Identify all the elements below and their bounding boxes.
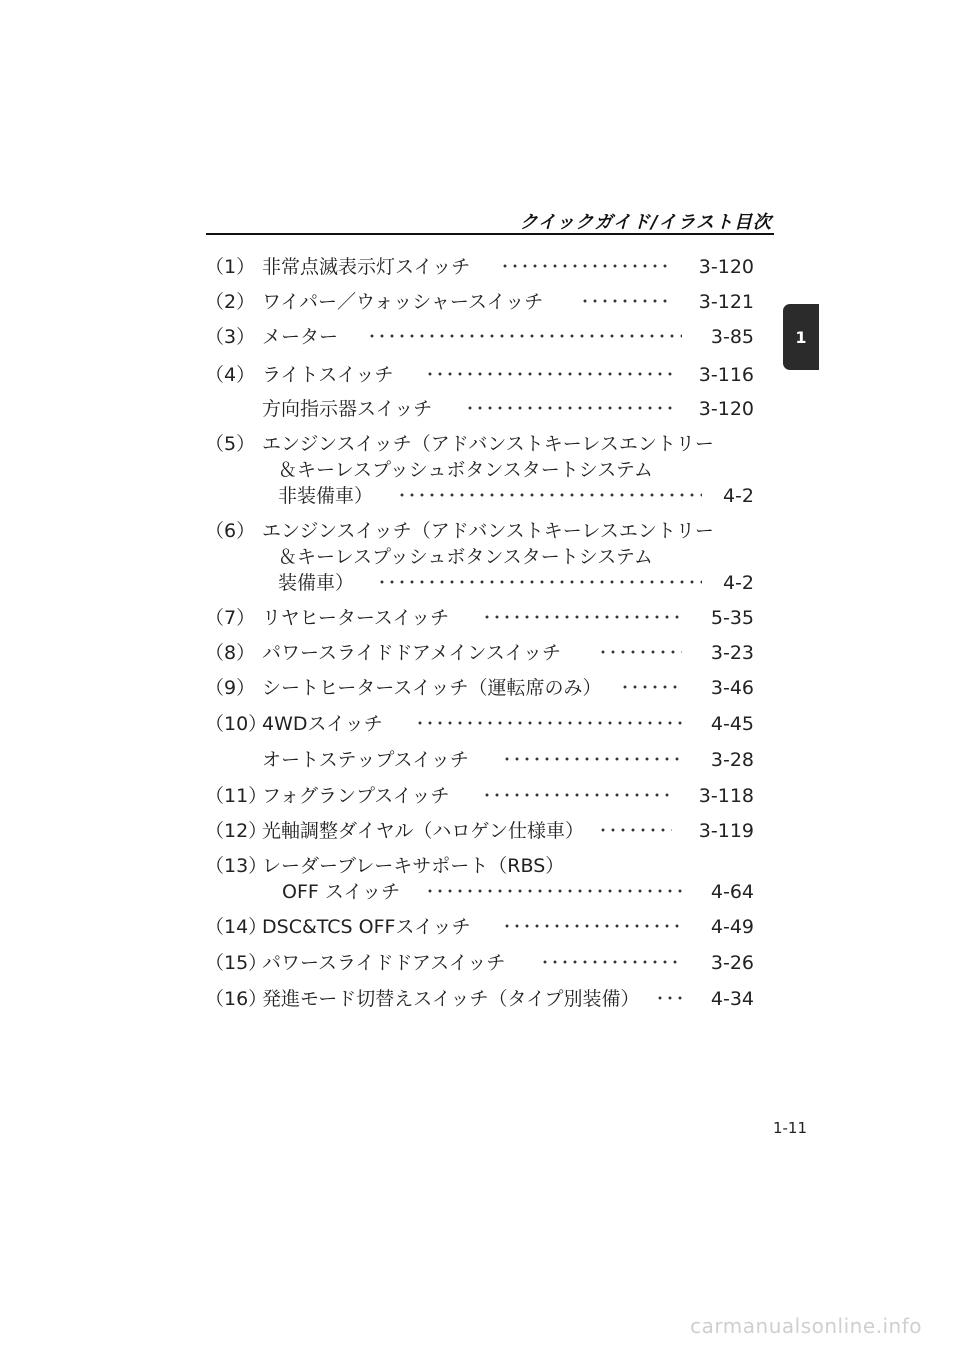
leader-dots (397, 481, 702, 511)
toc-entry-13-line2 (0, 877, 960, 907)
entry-label: フォグランプスイッチ (262, 785, 450, 807)
entry-number: （9） (205, 677, 256, 699)
leader-dots (482, 603, 682, 633)
entry-number: （7） (205, 607, 256, 629)
entry-label: DSC&TCS OFFスイッチ (262, 916, 471, 938)
leader-dots (425, 877, 682, 907)
entry-label: 光軸調整ダイヤル（ハロゲン仕様車） (262, 820, 585, 842)
toc-entry-5-line3 (0, 481, 960, 511)
toc-entry-11 (0, 781, 960, 811)
entry-label: シートヒータースイッチ（運転席のみ） (262, 677, 602, 699)
entry-page: 3-85 (710, 326, 754, 348)
toc-entry-4 (0, 360, 960, 390)
entry-label: ライトスイッチ (262, 364, 394, 386)
entry-number: （6） (205, 520, 256, 542)
entry-label: エンジンスイッチ（アドバンストキーレスエントリー (262, 433, 714, 455)
toc-entry-12 (0, 816, 960, 846)
toc-entry-3 (0, 322, 960, 352)
entry-number: （2） (205, 291, 256, 313)
entry-page: 3-121 (698, 291, 754, 313)
toc-entry-9 (0, 673, 960, 703)
entry-label: 非常点滅表示灯スイッチ (262, 256, 471, 278)
chapter-tab-label: 1 (795, 327, 807, 347)
entry-label: 発進モード切替えスイッチ（タイプ別装備） (262, 988, 640, 1010)
entry-number: （16） (205, 988, 268, 1010)
entry-page: 4-34 (710, 988, 754, 1010)
entry-page: 4-45 (710, 713, 754, 735)
toc-entry-16 (0, 984, 960, 1014)
toc-entry-1 (0, 252, 960, 282)
entry-page: 3-119 (698, 820, 754, 842)
leader-dots (540, 948, 682, 978)
entry-page: 3-118 (698, 785, 754, 807)
entry-label-cont: OFF スイッチ (282, 881, 401, 903)
entry-page: 3-120 (698, 256, 754, 278)
leader-dots (425, 360, 672, 390)
header-rule (206, 233, 774, 235)
toc-entry-10 (0, 709, 960, 739)
header-title: クイックガイド/イラスト目次 (519, 212, 772, 233)
toc-entry-8 (0, 638, 960, 668)
leader-dots (500, 252, 672, 282)
entry-page: 4-2 (722, 485, 754, 507)
entry-page: 3-28 (710, 749, 754, 771)
entry-label: エンジンスイッチ（アドバンストキーレスエントリー (262, 520, 714, 542)
entry-page: 4-49 (710, 916, 754, 938)
entry-page: 3-116 (698, 364, 754, 386)
toc-entry-2 (0, 287, 960, 317)
entry-label: リヤヒータースイッチ (262, 607, 450, 629)
entry-number: （13） (205, 855, 268, 877)
leader-dots (598, 816, 672, 846)
entry-label-cont: ＆キーレスプッシュボタンスタートシステム (278, 459, 653, 481)
entry-page: 4-64 (710, 881, 754, 903)
entry-label: パワースライドドアメインスイッチ (262, 642, 562, 664)
entry-label: オートステップスイッチ (262, 749, 469, 771)
leader-dots (367, 322, 682, 352)
entry-label: メーター (262, 326, 339, 348)
entry-label: 4WDスイッチ (262, 713, 383, 735)
watermark: carmanualsonline.info (690, 1314, 922, 1338)
leader-dots (415, 709, 682, 739)
entry-page: 5-35 (710, 607, 754, 629)
leader-dots (502, 745, 682, 775)
entry-number: （5） (205, 433, 256, 455)
leader-dots (465, 394, 672, 424)
entry-label-cont: 装備車） (278, 572, 355, 594)
toc-entry-6-line3 (0, 568, 960, 598)
leader-dots (598, 638, 682, 668)
leader-dots (377, 568, 702, 598)
entry-label: ワイパー／ウォッシャースイッチ (262, 291, 544, 313)
entry-number: （10） (205, 713, 268, 735)
entry-page: 3-120 (698, 398, 754, 420)
toc-entry-10-sub (0, 745, 960, 775)
entry-number: （4） (205, 364, 256, 386)
leader-dots (580, 287, 672, 317)
entry-number: （14） (205, 916, 268, 938)
entry-page: 4-2 (722, 572, 754, 594)
toc-entry-14 (0, 912, 960, 942)
entry-label: レーダーブレーキサポート（RBS） (262, 855, 565, 877)
entry-number: （8） (205, 642, 256, 664)
entry-label: 方向指示器スイッチ (262, 398, 433, 420)
entry-number: （1） (205, 256, 256, 278)
entry-number: （15） (205, 952, 268, 974)
entry-number: （3） (205, 326, 256, 348)
leader-dots (655, 984, 682, 1014)
entry-number: （11） (205, 785, 268, 807)
toc-entry-4-sub (0, 394, 960, 424)
toc-entry-7 (0, 603, 960, 633)
entry-label-cont: 非装備車） (278, 485, 374, 507)
leader-dots (620, 673, 682, 703)
entry-page: 3-46 (710, 677, 754, 699)
entry-label-cont: ＆キーレスプッシュボタンスタートシステム (278, 546, 653, 568)
entry-label: パワースライドドアスイッチ (262, 952, 506, 974)
toc-entry-15 (0, 948, 960, 978)
leader-dots (502, 912, 682, 942)
entry-page: 3-23 (710, 642, 754, 664)
footer-page-number: 1-11 (772, 1119, 807, 1137)
leader-dots (482, 781, 672, 811)
entry-number: （12） (205, 820, 268, 842)
entry-page: 3-26 (710, 952, 754, 974)
